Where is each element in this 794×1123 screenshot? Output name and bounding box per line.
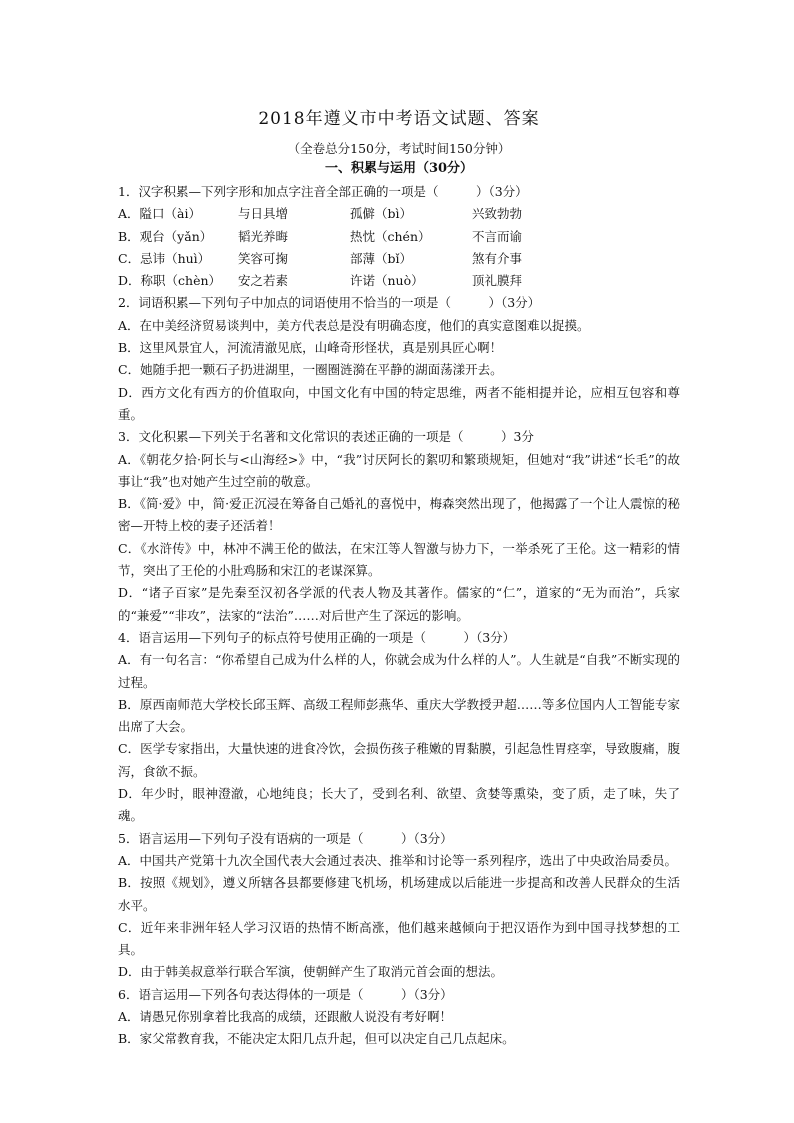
option-cell: D．称职（chèn） xyxy=(118,273,222,289)
exam-page xyxy=(118,104,680,1051)
question-2-option-c: C．她随手把一颗石子扔进湖里，一圈圈涟漪在平静的湖面荡漾开去。 xyxy=(118,362,503,378)
question-3-option-d: D．“诸子百家”是先秦至汉初各学派的代表人物及其著作。儒家的“仁”，道家的“无为而治”，兵家的“兼爱”“非攻”，法家的“法治”……对后世产生了深远的影响。 xyxy=(118,585,680,623)
question-4-option-d: D．年少时，眼神澄澈，心地纯良；长大了，受到名利、欲望、贪婪等熏染，变了质，走了味，失了魂。 xyxy=(118,786,680,824)
question-4-stem: 4．语言运用—下列句子的标点符号使用正确的一项是（ ）（3分） xyxy=(118,629,516,645)
option-cell: 热忱（chén） xyxy=(350,228,431,244)
question-3-option-b: B．《简·爱》中，简·爱正沉浸在筹备自己婚礼的喜悦中，梅森突然出现了，他揭露了一个让人震惊的秘密—开特上校的妻子还活着！ xyxy=(118,496,680,534)
option-cell: 韬光养晦 xyxy=(238,228,289,244)
option-cell: 兴致勃勃 xyxy=(472,206,523,222)
option-cell: C．忌讳（huì） xyxy=(118,250,211,266)
option-cell: 不言而谕 xyxy=(472,228,523,244)
section-heading: 一、积累与运用（30分） xyxy=(324,161,474,176)
option-cell: 安之若素 xyxy=(238,273,289,289)
option-cell: 部薄（bǐ） xyxy=(350,250,412,266)
question-4-option-a: A．有一句名言：“你希望自己成为什么样的人，你就会成为什么样的人”。人生就是“自我”不断实现的过程。 xyxy=(118,652,680,690)
option-cell: 孤僻（bì） xyxy=(350,206,412,222)
question-2-option-b: B．这里风景宜人，河流清澈见底，山峰奇形怪状，真是别具匠心啊！ xyxy=(118,340,503,356)
question-5-option-d: D．由于韩美叔意举行联合军演，使朝鲜产生了取消元首会面的想法。 xyxy=(118,964,504,980)
option-cell: 许诺（nuò） xyxy=(350,273,424,289)
option-cell: 与日具增 xyxy=(238,206,289,222)
question-4-option-c: C．医学专家指出，大量快速的进食冷饮，会损伤孩子稚嫩的胃黏膜，引起急性胃痉挛，导致腹痛，腹泻，食欲不振。 xyxy=(118,741,680,779)
question-2-stem: 2．词语积累—下列句子中加点的词语使用不恰当的一项是（ ）（3分） xyxy=(118,295,541,311)
question-4-option-b: B．原西南师范大学校长邱玉辉、高级工程师彭燕华、重庆大学教授尹超……等多位国内人工智能专家出席了大会。 xyxy=(118,696,680,735)
question-3-option-c: C．《水浒传》中，林冲不满王伦的做法，在宋江等人智激与协力下，一举杀死了王伦。这一精彩的情节，突出了王伦的小肚鸡肠和宋江的老谋深算。 xyxy=(118,540,680,579)
question-6-option-b: B．家父常教育我，不能决定太阳几点升起，但可以决定自己几点起床。 xyxy=(118,1031,515,1047)
question-5-option-b: B．按照《规划》，遵义所辖各县都要修建飞机场，机场建成以后能进一步提高和改善人民群众的生活水平。 xyxy=(118,875,680,913)
page-title: 2018年遵义市中考语文试题、答案 xyxy=(258,109,540,129)
question-5-option-a: A．中国共产党第十九次全国代表大会通过表决、推举和讨论等一系列程序，选出了中央政治局委员。 xyxy=(118,852,678,868)
question-3-stem: 3．文化积累—下列关于名著和文化常识的表述正确的一项是（ ）3分 xyxy=(118,429,534,445)
option-cell: 笑容可掬 xyxy=(238,250,289,266)
exam-subtitle: （全卷总分150分，考试时间150分钟） xyxy=(287,141,511,156)
option-cell: A．隘口（ài） xyxy=(118,206,201,222)
question-1-option-d xyxy=(118,270,680,292)
question-5-option-c: C．近年来非洲年轻人学习汉语的热情不断高涨，他们越来越倾向于把汉语作为到中国寻找梦想的工具。 xyxy=(118,919,680,958)
question-1-option-b xyxy=(118,226,680,248)
question-3-option-a: A．《朝花夕拾·阿长与<山海经>》中，“我”讨厌阿长的絮叨和繁琐规矩，但她对“我”讲述“长毛”的故事让“我”也对她产生过空前的敬意。 xyxy=(118,451,680,489)
question-1-stem: 1．汉字积累—下列字形和加点字注音全部正确的一项是（ ）（3分） xyxy=(118,184,528,199)
question-2-option-a: A．在中美经济贸易谈判中，美方代表总是没有明确态度，他们的真实意图难以捉摸。 xyxy=(118,317,590,333)
question-6-stem: 6．语言运用—下列各句表达得体的一项是（ ）（3分） xyxy=(118,986,453,1002)
question-5-stem: 5．语言运用—下列句子没有语病的一项是（ ）（3分） xyxy=(118,830,453,846)
question-6-option-a: A．请愚兄你别拿着比我高的成绩，还跟敝人说没有考好啊！ xyxy=(118,1008,453,1024)
option-cell: 煞有介事 xyxy=(472,250,523,266)
question-2-option-d: D．西方文化有西方的价值取向，中国文化有中国的特定思维，两者不能相提并论，应相互包容和尊重。 xyxy=(118,384,680,422)
question-1-option-a xyxy=(118,203,680,225)
option-cell: 顶礼膜拜 xyxy=(472,273,523,289)
option-cell: B．观台（yǎn） xyxy=(118,228,213,244)
question-1-option-c xyxy=(118,248,680,270)
